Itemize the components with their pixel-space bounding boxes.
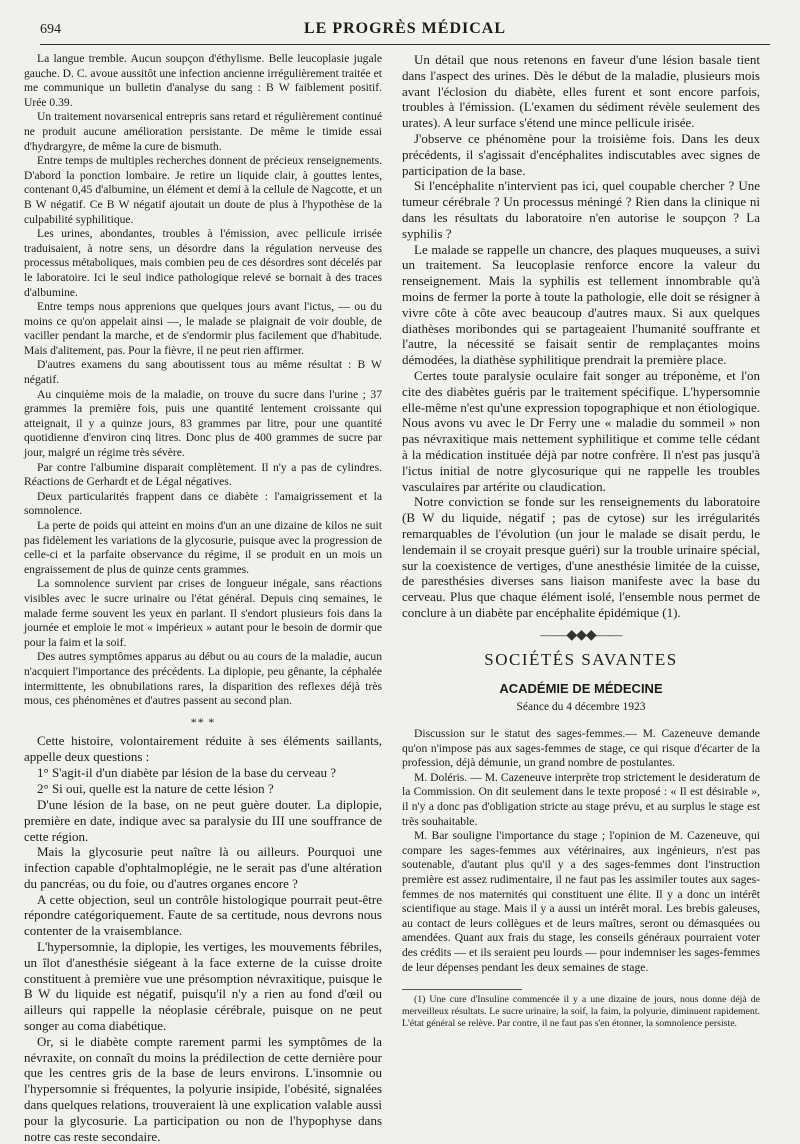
paragraph: Entre temps nous apprenions que quelques jours avant l'ictus, — ou du moins ce qu'on appelait ainsi —, le malade se plaignait de voir double, de vaciller pendant la marche, et de s'endormir plus facilement que d'habitude. Mais d'alitement, pas. Pour la fièvre, il ne peut rien affirmer.	[24, 300, 382, 357]
paragraph: J'observe ce phénomène pour la troisième fois. Dans les deux précédents, il s'agissait d'encéphalites indiscutables avec signes de participation de la base.	[402, 130, 760, 178]
academy-title: ACADÉMIE DE MÉDECINE	[499, 680, 663, 696]
question-1: 1° S'agit-il d'un diabète par lésion de la base du cerveau ?	[37, 764, 337, 780]
asterism-ornament: ** *	[190, 714, 216, 729]
paragraph: Au cinquième mois de la maladie, on trouve du sucre dans l'urine ; 37 grammes la première fois, puis une quantité lentement croissante qui atteignait, il y a quinze jours, 83 grammes par litre, pour une quantité quotidienne d'environ cinq litres. Donc plus de 400 grammes de sucre par jour, malgré un régime très sévère.	[24, 387, 382, 460]
paragraph: La perte de poids qui atteint en moins d'un an une dizaine de kilos ne suit pas fidèlement les variations de la glycosurie, puisque avec la progression de celle-ci et la parfaite observance du régime, il se produit en un mois un engraissement de plus de quinze cents grammes.	[24, 519, 382, 576]
paragraph: Les urines, abondantes, troubles à l'émission, avec pellicule irrisée traduisaient, à notre sens, un désordre dans la régulation nerveuse des processus métaboliques, mais combien peu de ces désordres sont décelés par le laboratoire. Ici le seul indice pathologique relevé se bornait à des traces d'albumine.	[24, 227, 382, 299]
right-column	[402, 52, 760, 1030]
paragraph: Discussion sur le statut des sages-femmes.— M. Cazeneuve demande qu'on n'impose pas aux sages-femmes de stage, ce qui risque d'écarter de la profession, déjà démunie, un grand nombre de postulantes.	[402, 727, 760, 770]
paragraph: D'autres examens du sang aboutissent tous au même résultat : B W négatif.	[24, 358, 382, 387]
section-divider: ——◆◆◆——	[540, 627, 622, 643]
paragraph: Un traitement novarsenical entrepris sans retard et régulièrement continué ne produit aucune amélioration persistante. De même le timide essai d'hydrargyre, de même la cure de bismuth.	[24, 110, 382, 153]
footnote: (1) Une cure d'Insuline commencée il y a une dizaine de jours, nous donne déjà de merveilleux résultats. Le sucre urinaire, la soif, la faim, la polyurie, diminuent rapidement. L'état général se relève. Par contre, il ne faut pas s'en étonner, la somnolence persiste.	[402, 994, 760, 1030]
paragraph: Certes toute paralysie oculaire fait songer au tréponème, et l'on cite des diabètes guéris par le traitement spécifique. L'hypersomnie elle-même n'est qu'une expression topographique et non étiologique. Nous avons vu avec le Dr Ferry une « maladie du sommeil » non pas névraxitique mais nettement syphilitique et comme telle cédant à la médication instituée déjà par notre confrère. Il n'est pas jusqu'à l'ictus initial de notre glycosurique qui ne rappelle les troubles vasculaires par artérite ou claudication.	[402, 367, 760, 494]
paragraph: M. Doléris. — M. Cazeneuve interprète trop strictement le desideratum de la Commission. On dit seulement dans le texte proposé : « Il est désirable », il n'y a donc pas d'obligation stricte au stage prévu, et au surplus le stage est très souhaitable.	[402, 770, 760, 828]
journal-title: LE PROGRÈS MÉDICAL	[303, 20, 507, 37]
question-2: 2° Si oui, quelle est la nature de cette lésion ?	[37, 780, 274, 796]
paragraph: Entre temps de multiples recherches donnent de précieux renseignements. D'abord la ponction lombaire. Je retire un liquide clair, à gouttes lentes, contenant 0,45 d'albumine, un élément et demi à la cellule de Nagcotte, et un B W négatif. Ce B W négatif ajoutait un doute de plus à l'hypothèse de la culpabilité syphilitique.	[24, 154, 382, 226]
left-column	[24, 52, 382, 1144]
session-date: Séance du 4 décembre 1923	[516, 701, 646, 714]
paragraph: Des autres symptômes apparus au début ou au cours de la maladie, aucun n'acquiert l'importance des précédents. La diplopie, peu gênante, la céphalée intermittente, les obnubilations rares, la disparition des reflexes déjà très mous, ces phénomènes et d'autres passent au second plan.	[24, 650, 382, 708]
paragraph: Deux particularités frappent dans ce diabète : l'amaigrissement et la somnolence.	[24, 489, 382, 518]
footnote-rule	[402, 989, 522, 990]
paragraph: La langue tremble. Aucun soupçon d'éthylisme. Belle leucoplasie jugale gauche. D. C. avoue aussitôt une infection ancienne irrégulièrement traitée et me communique un bulletin d'analyse du sang : B W faiblement positif. Urée 0.39.	[24, 52, 382, 109]
paragraph: Le malade se rappelle un chancre, des plaques muqueuses, a suivi un traitement. Sa leucoplasie renforce encore la valeur du renseignement. Mais la syphilis est tellement innombrable qu'à moins de fermer la porte à toute la pathologie, elle doit se résigner à vivre côte à côte avec beaucoup d'autres maux. Si aux quelques diathèses moribondes qui se partageaient l'humanité souffrante et l'autre, la nécessité se faisait sentir de remplaçantes moins démodées, la diathèse syphilitique prendrait la première place.	[402, 241, 760, 368]
page-header	[40, 18, 770, 45]
paragraph: Si l'encéphalite n'intervient pas ici, quel coupable chercher ? Une tumeur cérébrale ? Un processus méningé ? Rien dans la clinique ni dans les résultats du laboratoire n'en autorise le soupçon ? La syphilis ?	[402, 178, 760, 241]
paragraph: D'une lésion de la base, on ne peut guère douter. La diplopie, première en date, indique avec sa paralysie du III une souffrance de cette région.	[24, 796, 382, 844]
paragraph: Cette histoire, volontairement réduite à ses éléments saillants, appelle deux questions :	[24, 733, 382, 765]
paragraph: Mais la glycosurie peut naître là ou ailleurs. Pourquoi une infection capable d'ophtalmoplégie, ne le serait pas d'une altération du pancréas, ou du foie, ou d'autres organes encore ?	[24, 844, 382, 891]
paragraph: M. Bar souligne l'importance du stage ; l'opinion de M. Cazeneuve, qui compare les sages-femmes aux vétérinaires, aux ingénieurs, n'est pas soutenable, d'autant plus qu'il y a des sages-femmes dont l'instruction première est assez rudimentaire, il ne faut pas les assimiler toutes aux sages-femmes de nos maternités qui constituent une élite. Il y a donc un intérêt scientifique au stage. Mais il y a aussi un intérêt moral. Les brebis galeuses, au contact de leurs collègues et de leurs maîtres, seront ou démasquées ou amendées. Quant aux frais du stage, les conseils généraux pourraient voter des crédits — et ils seraient peu lourds — pour indemniser les sages-femmes de leur dépenses pendant les deux semaines de stage.	[402, 829, 760, 974]
paragraph: Un détail que nous retenons en faveur d'une lésion basale tient dans l'aspect des urines. Dès le début de la maladie, plusieurs mois avant l'éclosion du diabète, elles furent et sont encore parfois, troubles à l'émission. (L'examen du sédiment révèle seulement des urates). A leur surface s'étend une mince pellicule irisée.	[402, 52, 760, 131]
paragraph: La somnolence survient par crises de longueur inégale, sans réactions visibles avec le sucre urinaire ou l'état général. Depuis cinq semaines, le malade ferme souvent les yeux en parlant. Il s'endort plusieurs fois dans la journée et emploie le mot « impérieux » autant pour le besoin de dormir que pour la faim et la soif.	[24, 577, 382, 649]
section-title: SOCIÉTÉS SAVANTES	[484, 650, 678, 670]
paragraph: Or, si le diabète compte rarement parmi les symptômes de la névraxite, on connaît du moins la prédilection de cette dernière pour que les centres gris de la base de leurs environs. L'insomnie ou l'hypersomnie si fréquentes, la polyurie insipide, l'obésité, signalées dans quelques relations, trouveraient là une explication valable aussi pour la glycosurie. La participation ou non de l'hypophyse dans notre cas reste secondaire.	[24, 1033, 382, 1144]
paragraph: Notre conviction se fonde sur les renseignements du laboratoire (B W du liquide, négatif ; pas de cytose) sur les irrégularités remarquables de l'évolution (un jour le malade se disait perdu, le lendemain il se croyait presque guéri) sur la trouble urinaire spécial, sur la coexistence de vertiges, d'une anesthésie limitée de la cuisse, de paresthésies diverses sans liaison manifeste avec la base du cerveau. Plus que chaque élément isolé, l'ensemble nous permet de conclure à un diabète par encéphalite épidémique (1).	[402, 494, 760, 620]
page-number: 694	[40, 22, 61, 37]
paragraph: A cette objection, seul un contrôle histologique pourrait peut-être répondre catégoriquement. Faute de sa certitude, nous devrons nous contenter de la vraisemblance.	[24, 891, 382, 939]
paragraph: Par contre l'albumine disparait complètement. Il n'y a pas de cylindres. Réactions de Gerhardt et de Légal négatives.	[24, 460, 382, 489]
paragraph: L'hypersomnie, la diplopie, les vertiges, les mouvements fébriles, un îlot d'anesthésie siégeant à la face externe de la cuisse droite constituent à première vue une présomption névraxitique, puisque le B W du liquide est négatif, puisqu'il n'y a rien au fond d'œil ou ailleurs qui rappelle la néoplasie cérébrale, puisque on ne peut songer au coma diabétique.	[24, 939, 382, 1034]
